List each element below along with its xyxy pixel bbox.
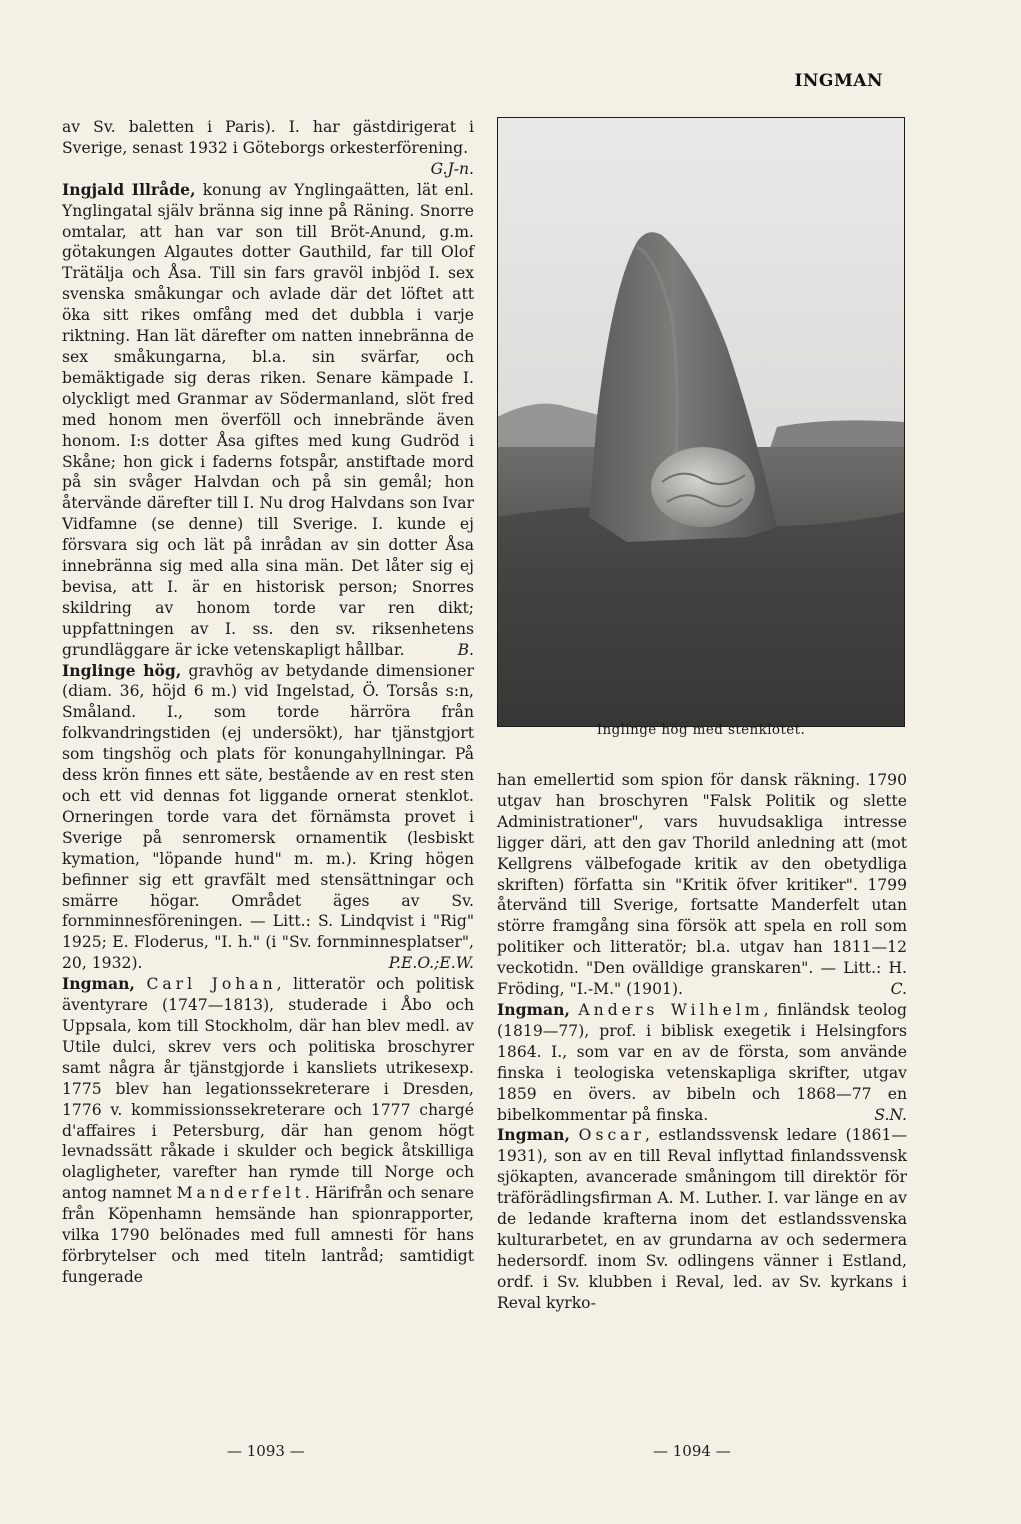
entry-continuation bbox=[497, 770, 907, 1000]
entry-ingman-oscar bbox=[497, 1125, 907, 1313]
right-column bbox=[497, 770, 907, 1314]
entry-ingman-anders-wilhelm bbox=[497, 1000, 907, 1125]
left-column bbox=[62, 117, 474, 1288]
standing-stone-image bbox=[497, 117, 905, 727]
entry-headword: Ingman, bbox=[497, 999, 570, 1019]
entry-headword: Ingman, bbox=[62, 974, 135, 994]
running-head: INGMAN bbox=[794, 71, 883, 91]
entry-text: , litteratör och politisk äventyrare (1747—1813), studerade i Åbo och Uppsala, kom till Stockholm, där han blev medl. av Utile dulci, skrev vers och politiska broschyrer samt några år tjänstgjorde i kansliets utrikesexp. 1775 blev han legationssekreterare i Dresden, 1776 v. kommissionssekreterare och 1777 chargé d'affaires i Petersburg, där han genom högt levnadssätt råkade i skulder och begick åtskilliga olagligheter, varefter han rymde till Norge och antog namnet bbox=[62, 975, 474, 1203]
entry-text: av Sv. baletten i Paris). I. har gästdirigerat i Sverige, senast 1932 i Göteborgs orkesterförening. bbox=[62, 118, 474, 157]
page-number-left: — 1093 — bbox=[227, 1442, 305, 1460]
entry-person-name: Carl Johan bbox=[146, 975, 277, 994]
author-signature: B. bbox=[457, 640, 474, 659]
entry-ingjald-illrade bbox=[62, 180, 474, 661]
entry-person-name: Oscar bbox=[578, 1126, 645, 1145]
entry-text: . Härifrån och senare från Köpenhamn hemsände han spionrapporter, vilka 1790 belönades med full amnesti för hans förbrytelser och med titeln lantråd; samtidigt fungerade bbox=[62, 1184, 474, 1286]
author-signature: S.N. bbox=[874, 1105, 907, 1124]
entry-text: , finländsk teolog (1819—77), prof. i biblisk exegetik i Helsingfors 1864. I., som var en av de första, som använde finska i teologiska vetenskapliga skrifter, utgav 1859 en övers. av bibeln och 1868—77 en bibelkommentar på finska. bbox=[497, 1000, 907, 1124]
page-number-right: — 1094 — bbox=[653, 1442, 731, 1460]
entry-text: konung av Ynglingaätten, lät enl. Ynglingatal själv bränna sig inne på Räning. Snorre omtalar, att han var son till Bröt-Anund, g.m. götakungen Algautes dotter Gauthild, far till Olof Trätälja och Åsa. Till sin fars gravöl inbjöd I. sex svenska småkungar och avlade där det löftet att öka sitt rikes omfång med det dubbla i varje riktning. Han lät därefter om natten innebränna de sex småkungarna, bl.a. sin svärfar, och bemäktigade sig deras riken. Senare kämpade I. olyckligt med Granmar av Södermanland, slöt fred med honom men överföll och innebrände även honom. I:s dotter Åsa giftes med kung Gudröd i Skåne; hon gick i faderns fotspår, anstiftade mord på sin svåger Halvdan och på sin gemål; hon återvände därefter till I. Nu drog Halvdans son Ivar Vidfamne (se denne) till Sverige. I. kunde ej försvara sig och lät på inrådan av sin dotter Åsa innebränna sig med alla sina män. Det låter sig ej bevisa, att I. är en historisk person; Snorres skildring av honom torde var ren dikt; uppfattningen av I. ss. den sv. riksenhetens grundläggare är icke vetenskapligt hållbar. bbox=[62, 180, 474, 659]
entry-text: han emellertid som spion för dansk räkning. 1790 utgav han broschyren "Falsk Politik og slette Administrationer", vars huvudsakliga intresse ligger däri, att den gav Thorild anledning att (mot Kellgrens välbefogade kritik av den obetydliga skriften) författa sin "Kritik öfver kritiker". 1799 återvänd till Sverige, fortsatte Manderfelt utan större framgång sina försök att spela en roll som politiker och litteratör; bl.a. utgav han 1811—12 veckotidn. "Den ovälldige granskaren". — Litt.: H. Fröding, "I.-M." (1901). bbox=[497, 771, 907, 999]
entry-ingman-carl-johan bbox=[62, 974, 474, 1288]
entry-headword: Inglinge hög, bbox=[62, 660, 182, 680]
photo-inglinge-hog bbox=[497, 117, 905, 727]
entry-text: gravhög av betydande dimensioner (diam. 36, höjd 6 m.) vid Ingelstad, Ö. Torsås s:n, Småland. I., som torde härröra från folkvandringstiden (ej undersökt), har tjänstgjort som tingshög och plats för konungahyllningar. På dess krön finnes ett säte, bestående av en rest sten och ett vid dennas fot liggande ornerat stenklot. Orneringen torde vara det förnämsta provet i Sverige på senromersk ornamentik (lesbiskt kymation, "löpande hund" m. m.). Kring högen befinner sig ett gravfält med stensättningar och smärre högar. Området äges av Sv. fornminnesföreningen. — Litt.: S. Lindqvist i "Rig" 1925; E. Floderus, "I. h." (i "Sv. fornminnesplatser", 20, 1932). bbox=[62, 661, 475, 973]
author-signature: G.J-n. bbox=[430, 159, 474, 178]
entry-continuation bbox=[62, 117, 474, 180]
entry-headword: Ingjald Illråde, bbox=[62, 179, 196, 199]
entry-person-name: Anders Wilhelm bbox=[578, 1000, 764, 1019]
entry-headword: Ingman, bbox=[497, 1125, 570, 1145]
entry-alias: Manderfelt bbox=[176, 1184, 305, 1203]
photo-caption: Inglinge hög med stenklotet. bbox=[596, 722, 806, 738]
entry-inglinge-hog bbox=[62, 661, 474, 975]
entry-text: , estlandssvensk ledare (1861—1931), son av en till Reval inflyttad finlandssvensk sjökapten, avancerade småningom till direktör för träförädlingsfirman A. M. Luther. I. var länge en av de ledande krafterna inom det estlandssvenska kulturarbetet, en av grundarna av och sedermera hedersordf. inom Sv. odlingens vänner i Estland, ordf. i Sv. klubben i Reval, led. av Sv. kyrkans i Reval kyrko- bbox=[497, 1126, 907, 1312]
author-signature: C. bbox=[890, 980, 907, 999]
author-signature: P.E.O.;E.W. bbox=[388, 954, 474, 973]
